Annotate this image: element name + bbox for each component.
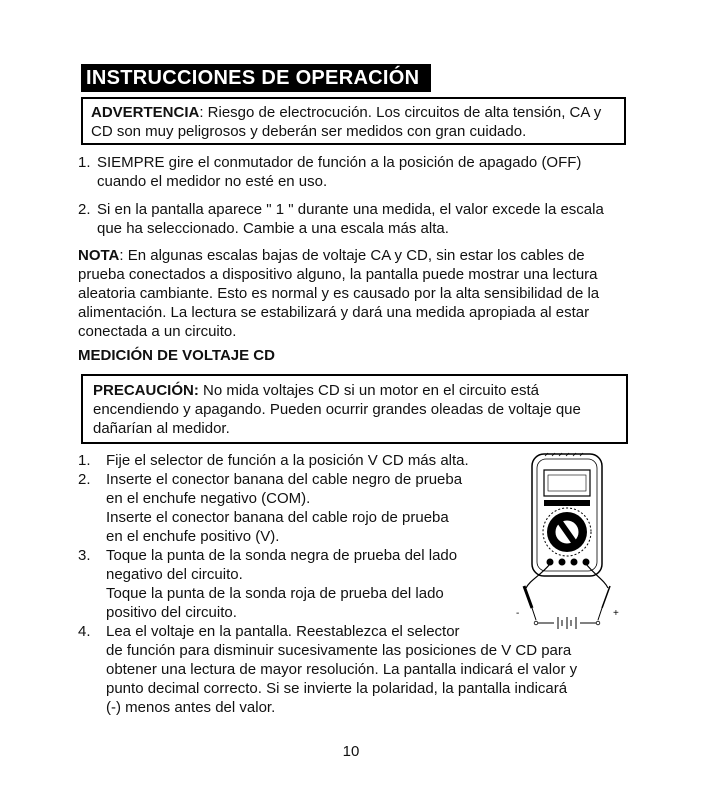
multimeter-diagram (500, 448, 630, 638)
step-number: 1. (78, 452, 91, 469)
plus-sign: + (613, 608, 619, 619)
red-probe (602, 586, 610, 608)
jack-a (559, 559, 566, 566)
note-label: NOTA (78, 247, 120, 264)
step-line: negativo del circuito. (106, 566, 243, 583)
step-line: Toque la punta de la sonda negra de prueba del lado (106, 547, 458, 564)
step-line: en el enchufe negativo (COM). (106, 490, 311, 507)
black-probe (524, 586, 532, 608)
section-heading: MEDICIÓN DE VOLTAJE CD (78, 347, 275, 364)
page-number: 10 (342, 743, 360, 760)
caution-text: No mida voltajes CD si un motor en el circuito está encendiendo y apagando. Pueden ocurrir grandes oleadas de voltaje que dañarían al medidor. (93, 382, 581, 437)
step-line: punto decimal correcto. Si se invierte la polaridad, la pantalla indicará (106, 680, 568, 697)
general-item-2 (78, 200, 618, 238)
battery-symbol (558, 617, 576, 629)
step-line: Lea el voltaje en la pantalla. Reestablezca el selector (106, 623, 460, 640)
caution-box (81, 374, 628, 444)
warning-box (81, 97, 626, 145)
note-paragraph (78, 246, 618, 341)
step-line: positivo del circuito. (106, 604, 237, 621)
step-line: Fije el selector de función a la posición V CD más alta. (106, 452, 469, 469)
warning-label: ADVERTENCIA (91, 104, 200, 121)
page-title: INSTRUCCIONES DE OPERACIÓN (81, 64, 431, 92)
item-number: 1. (78, 154, 91, 171)
meter-display (544, 470, 590, 496)
item-text: SIEMPRE gire el conmutador de función a la posición de apagado (OFF) cuando el medidor no esté en uso. (97, 154, 582, 190)
jack-ma (571, 559, 578, 566)
step-number: 4. (78, 623, 91, 640)
step-line: Inserte el conector banana del cable rojo de prueba (106, 509, 449, 526)
step-line: Toque la punta de la sonda roja de prueba del lado (106, 585, 444, 602)
meter-label-strip (544, 500, 590, 506)
warning-text: : Riesgo de electrocución. Los circuitos de alta tensión, CA y CD son muy peligrosos y deberán ser medidos con gran cuidado. (91, 104, 602, 140)
step-line: de función para disminuir sucesivamente las posiciones de V CD para (106, 642, 572, 659)
item-number: 2. (78, 201, 91, 218)
note-text: : En algunas escalas bajas de voltaje CA y CD, sin estar los cables de prueba conectados a dispositivo alguno, la pantalla puede mostrar una lectura aleatoria cambiante. Esto es normal y es causado por la alta sensibilidad de la alimentación. La lectura se estabilizará y dará una medida apropiada al estar conectada a un circuito. (78, 247, 600, 340)
caution-label: PRECAUCIÓN: (93, 382, 199, 399)
step-number: 2. (78, 471, 91, 488)
step-line: (-) menos antes del valor. (106, 699, 276, 716)
minus-sign: - (516, 608, 520, 619)
item-text: Si en la pantalla aparece " 1 " durante una medida, el valor excede la escala que ha seleccionado. Cambie a una escala más alta. (97, 201, 604, 237)
step-number: 3. (78, 547, 91, 564)
general-item-1 (78, 153, 618, 191)
step-line: obtener una lectura de mayor resolución. La pantalla indicará el valor y (106, 661, 578, 678)
step-line: en el enchufe positivo (V). (106, 528, 280, 545)
step-line: Inserte el conector banana del cable negro de prueba (106, 471, 463, 488)
